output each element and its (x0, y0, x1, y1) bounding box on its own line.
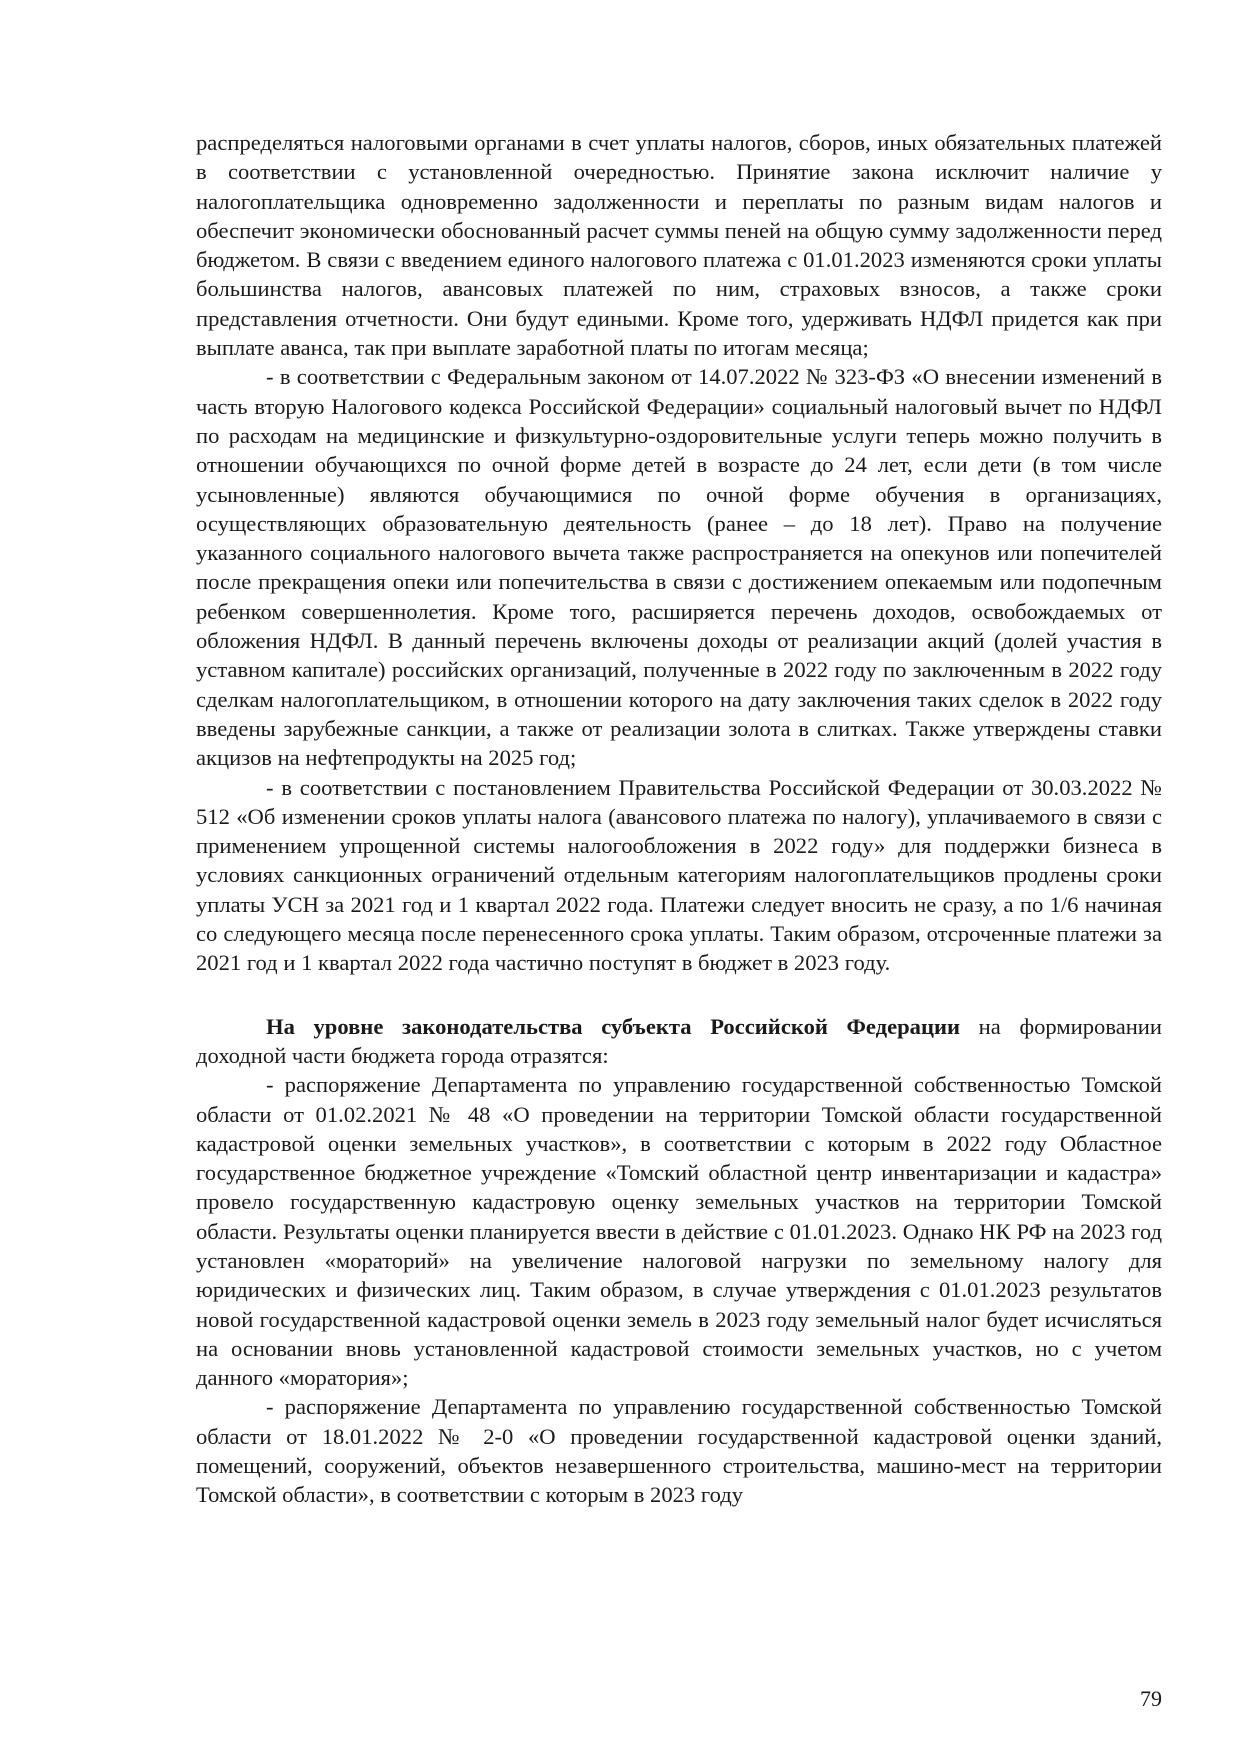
paragraph-buildings-cadastral-valuation: - распоряжение Департамента по управлению государственной собственностью Томской области от 18.01.2022 № 2-0 «О проведении государственной кадастровой оценки зданий, помещений, сооружений, объектов незавершенного строительства, машино-мест на территории Томской области», в соответствии с которым в 2023 году (196, 1394, 1162, 1508)
paragraph-federal-law-323: - в соответствии с Федеральным законом от 14.07.2022 № 323-ФЗ «О внесении изменений в часть вторую Налогового кодекса Российской Федерации» социальный налоговый вычет по НДФЛ по расходам на медицинские и физкультурно-оздоровительные услуги теперь можно получить в отношении обучающихся по очной форме детей в возрасте до 24 лет, если дети (в том числе усыновленные) являются обучающимися по очной форме обучения в организациях, осуществляющих образовательную деятельность (ранее – до 18 лет). Право на получение указанного социального налогового вычета также распространяется на опекунов или попечителей после прекращения опеки или попечительства в связи с достижением опекаемым или подопечным ребенком совершеннолетия. Кроме того, расширяется перечень доходов, освобождаемых от обложения НДФЛ. В данный перечень включены доходы от реализации акций (долей участия в уставном капитале) российских организаций, полученные в 2022 году по заключенным в 2022 году сделкам налогоплательщиком, в отношении которого на дату заключения таких сделок в 2022 году введены зарубежные санкции, а также от реализации золота в слитках. Также утверждены ставки акцизов на нефтепродукты на 2025 год; (196, 364, 1162, 771)
regional-legislation-heading: На уровне законодательства субъекта Российской Федерации (266, 1013, 961, 1039)
paragraph-land-cadastral-valuation: - распоряжение Департамента по управлению государственной собственностью Томской области от 01.02.2021 № 48 «О проведении на территории Томской области государственной кадастровой оценки земельных участков», в соответствии с которым в 2022 году Областное государственное бюджетное учреждение «Томский областной центр инвентаризации и кадастра» провело государственную кадастровую оценку земельных участков на территории Томской области. Результаты оценки планируется ввести в действие с 01.01.2023. Однако НК РФ на 2023 год установлен «мораторий» на увеличение налоговой нагрузки по земельному налогу для юридических и физических лиц. Таким образом, в случае утверждения с 01.01.2023 результатов новой государственной кадастровой оценки земель в 2023 году земельный налог будет исчисляться на основании вновь установленной кадастровой стоимости земельных участков, но с учетом данного «моратория»; (196, 1072, 1162, 1391)
paragraph-government-decree-512: - в соответствии с постановлением Правительства Российской Федерации от 30.03.2022 № 512 «Об изменении сроков уплаты налога (авансового платежа по налогу), уплачиваемого в связи с применением упрощенной системы налогообложения в 2022 году» для поддержки бизнеса в условиях санкционных ограничений отдельным категориям налогоплательщиков продлены сроки уплаты УСН за 2021 год и 1 квартал 2022 года. Платежи следует вносить не сразу, а по 1/6 начиная со следующего месяца после перенесенного срока уплаты. Таким образом, отсроченные платежи за 2021 год и 1 квартал 2022 года частично поступят в бюджет в 2023 году. (196, 774, 1162, 976)
paragraph-spacer (196, 978, 1162, 1012)
document-body (196, 128, 1162, 1510)
regional-legislation-text: на формировании доходной части бюджета города отразятся: (196, 1013, 1162, 1068)
paragraph-regional-legislation (196, 1012, 1162, 1071)
paragraph-tax-payment: распределяться налоговыми органами в счет уплаты налогов, сборов, иных обязательных платежей в соответствии с установленной очередностью. Принятие закона исключит наличие у налогоплательщика одновременно задолженности и переплаты по разным видам налогов и обеспечит экономически обоснованный расчет суммы пеней на общую сумму задолженности перед бюджетом. В связи с введением единого налогового платежа с 01.01.2023 изменяются сроки уплаты большинства налогов, авансовых платежей по ним, страховых взносов, а также сроки представления отчетности. Они будут едиными. Кроме того, удерживать НДФЛ придется как при выплате аванса, так при выплате заработной платы по итогам месяца; (196, 130, 1162, 361)
page-number: 79 (1140, 1686, 1162, 1711)
